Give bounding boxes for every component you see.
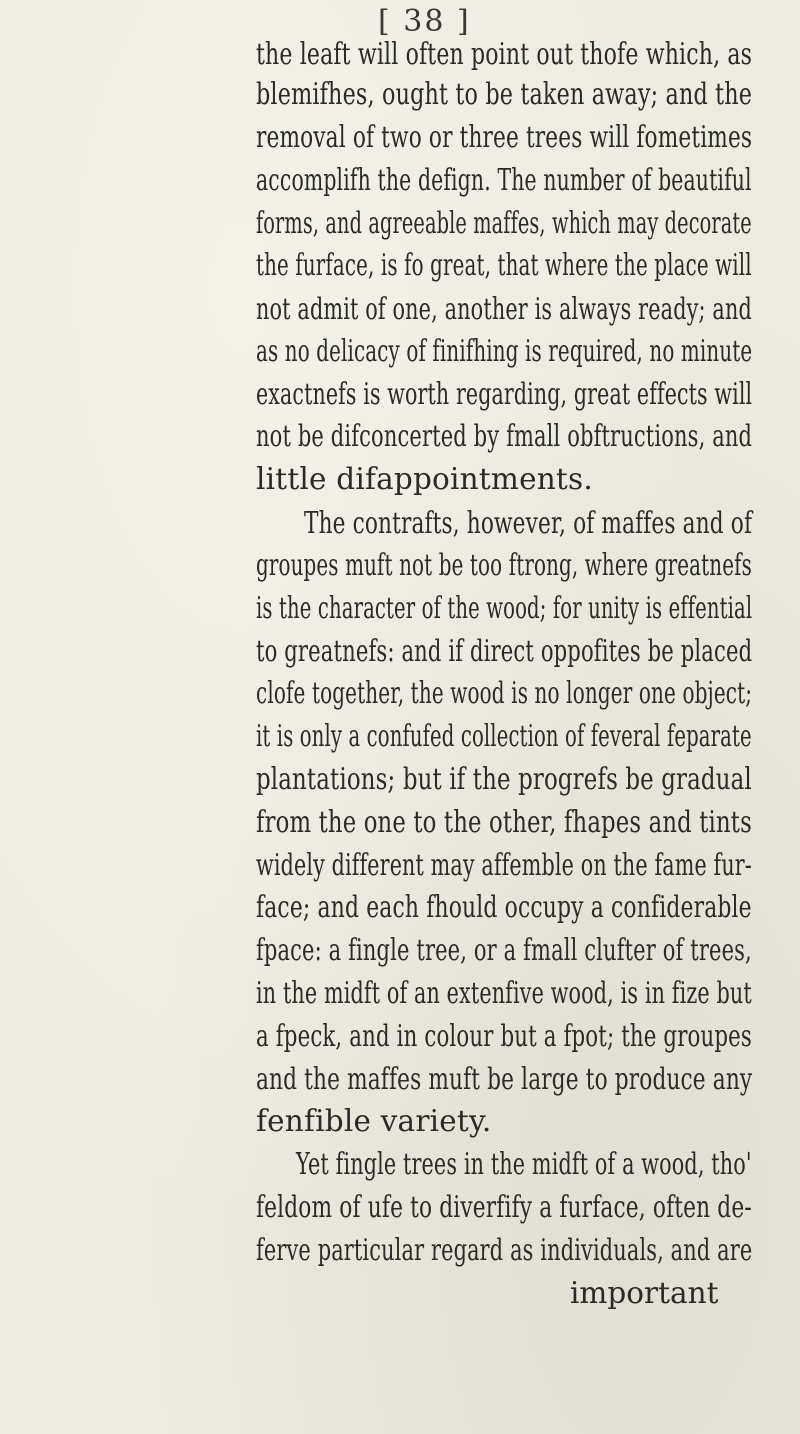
text-line: from the one to the other, fhapes and tints [256,805,752,839]
text-line: in the midft of an extenfive wood, is in fize but [256,976,752,1010]
text-line: ferve particular regard as individuals, and are [256,1233,753,1267]
text-line: removal of two or three trees will fometimes [256,120,753,154]
text-line: Yet fingle trees in the midft of a wood, tho' [296,1147,752,1181]
text-line: little difappointments. [256,462,593,496]
text-line: feldom of ufe to diverfify a furface, often de- [256,1190,752,1224]
text-line: not be difconcerted by fmall obftructions, and [256,419,753,453]
text-line: is the character of the wood; for unity is effential [256,591,753,625]
page-number: [ 38 ] [378,4,471,39]
text-line: plantations; but if the progrefs be gradual [256,762,752,796]
text-line: fenfible variety. [256,1104,492,1138]
text-line: fpace: a fingle tree, or a fmall clufter of trees, [256,933,752,967]
text-line: The contrafts, however, of maffes and of [304,506,753,540]
text-line: groupes muft not be too ftrong, where greatnefs [256,548,752,582]
text-line: face; and each fhould occupy a confiderable [256,890,752,924]
text-line: forms, and agreeable maffes, which may decorate [256,206,752,240]
text-line: the furface, is fo great, that where the place will [256,248,752,282]
text-line: the leaft will often point out thofe which, as [256,37,753,71]
text-line: and the maffes muft be large to produce any [256,1062,753,1096]
catchword: important [570,1276,719,1310]
text-line: accomplifh the defign. The number of beautiful [256,163,752,197]
text-line: not admit of one, another is always ready; and [256,292,752,326]
text-line: blemifhes, ought to be taken away; and the [256,77,753,111]
text-line: to greatnefs: and if direct oppofites be placed [256,634,753,668]
text-line: exactnefs is worth regarding, great effects will [256,377,753,411]
text-line: as no delicacy of finifhing is required, no minute [256,334,753,368]
text-line: clofe together, the wood is no longer one object; [256,676,753,710]
text-line: a fpeck, and in colour but a fpot; the groupes [256,1019,752,1053]
text-line: widely different may affemble on the fame fur- [256,848,752,882]
text-line: it is only a confufed collection of feveral feparate [256,719,752,753]
